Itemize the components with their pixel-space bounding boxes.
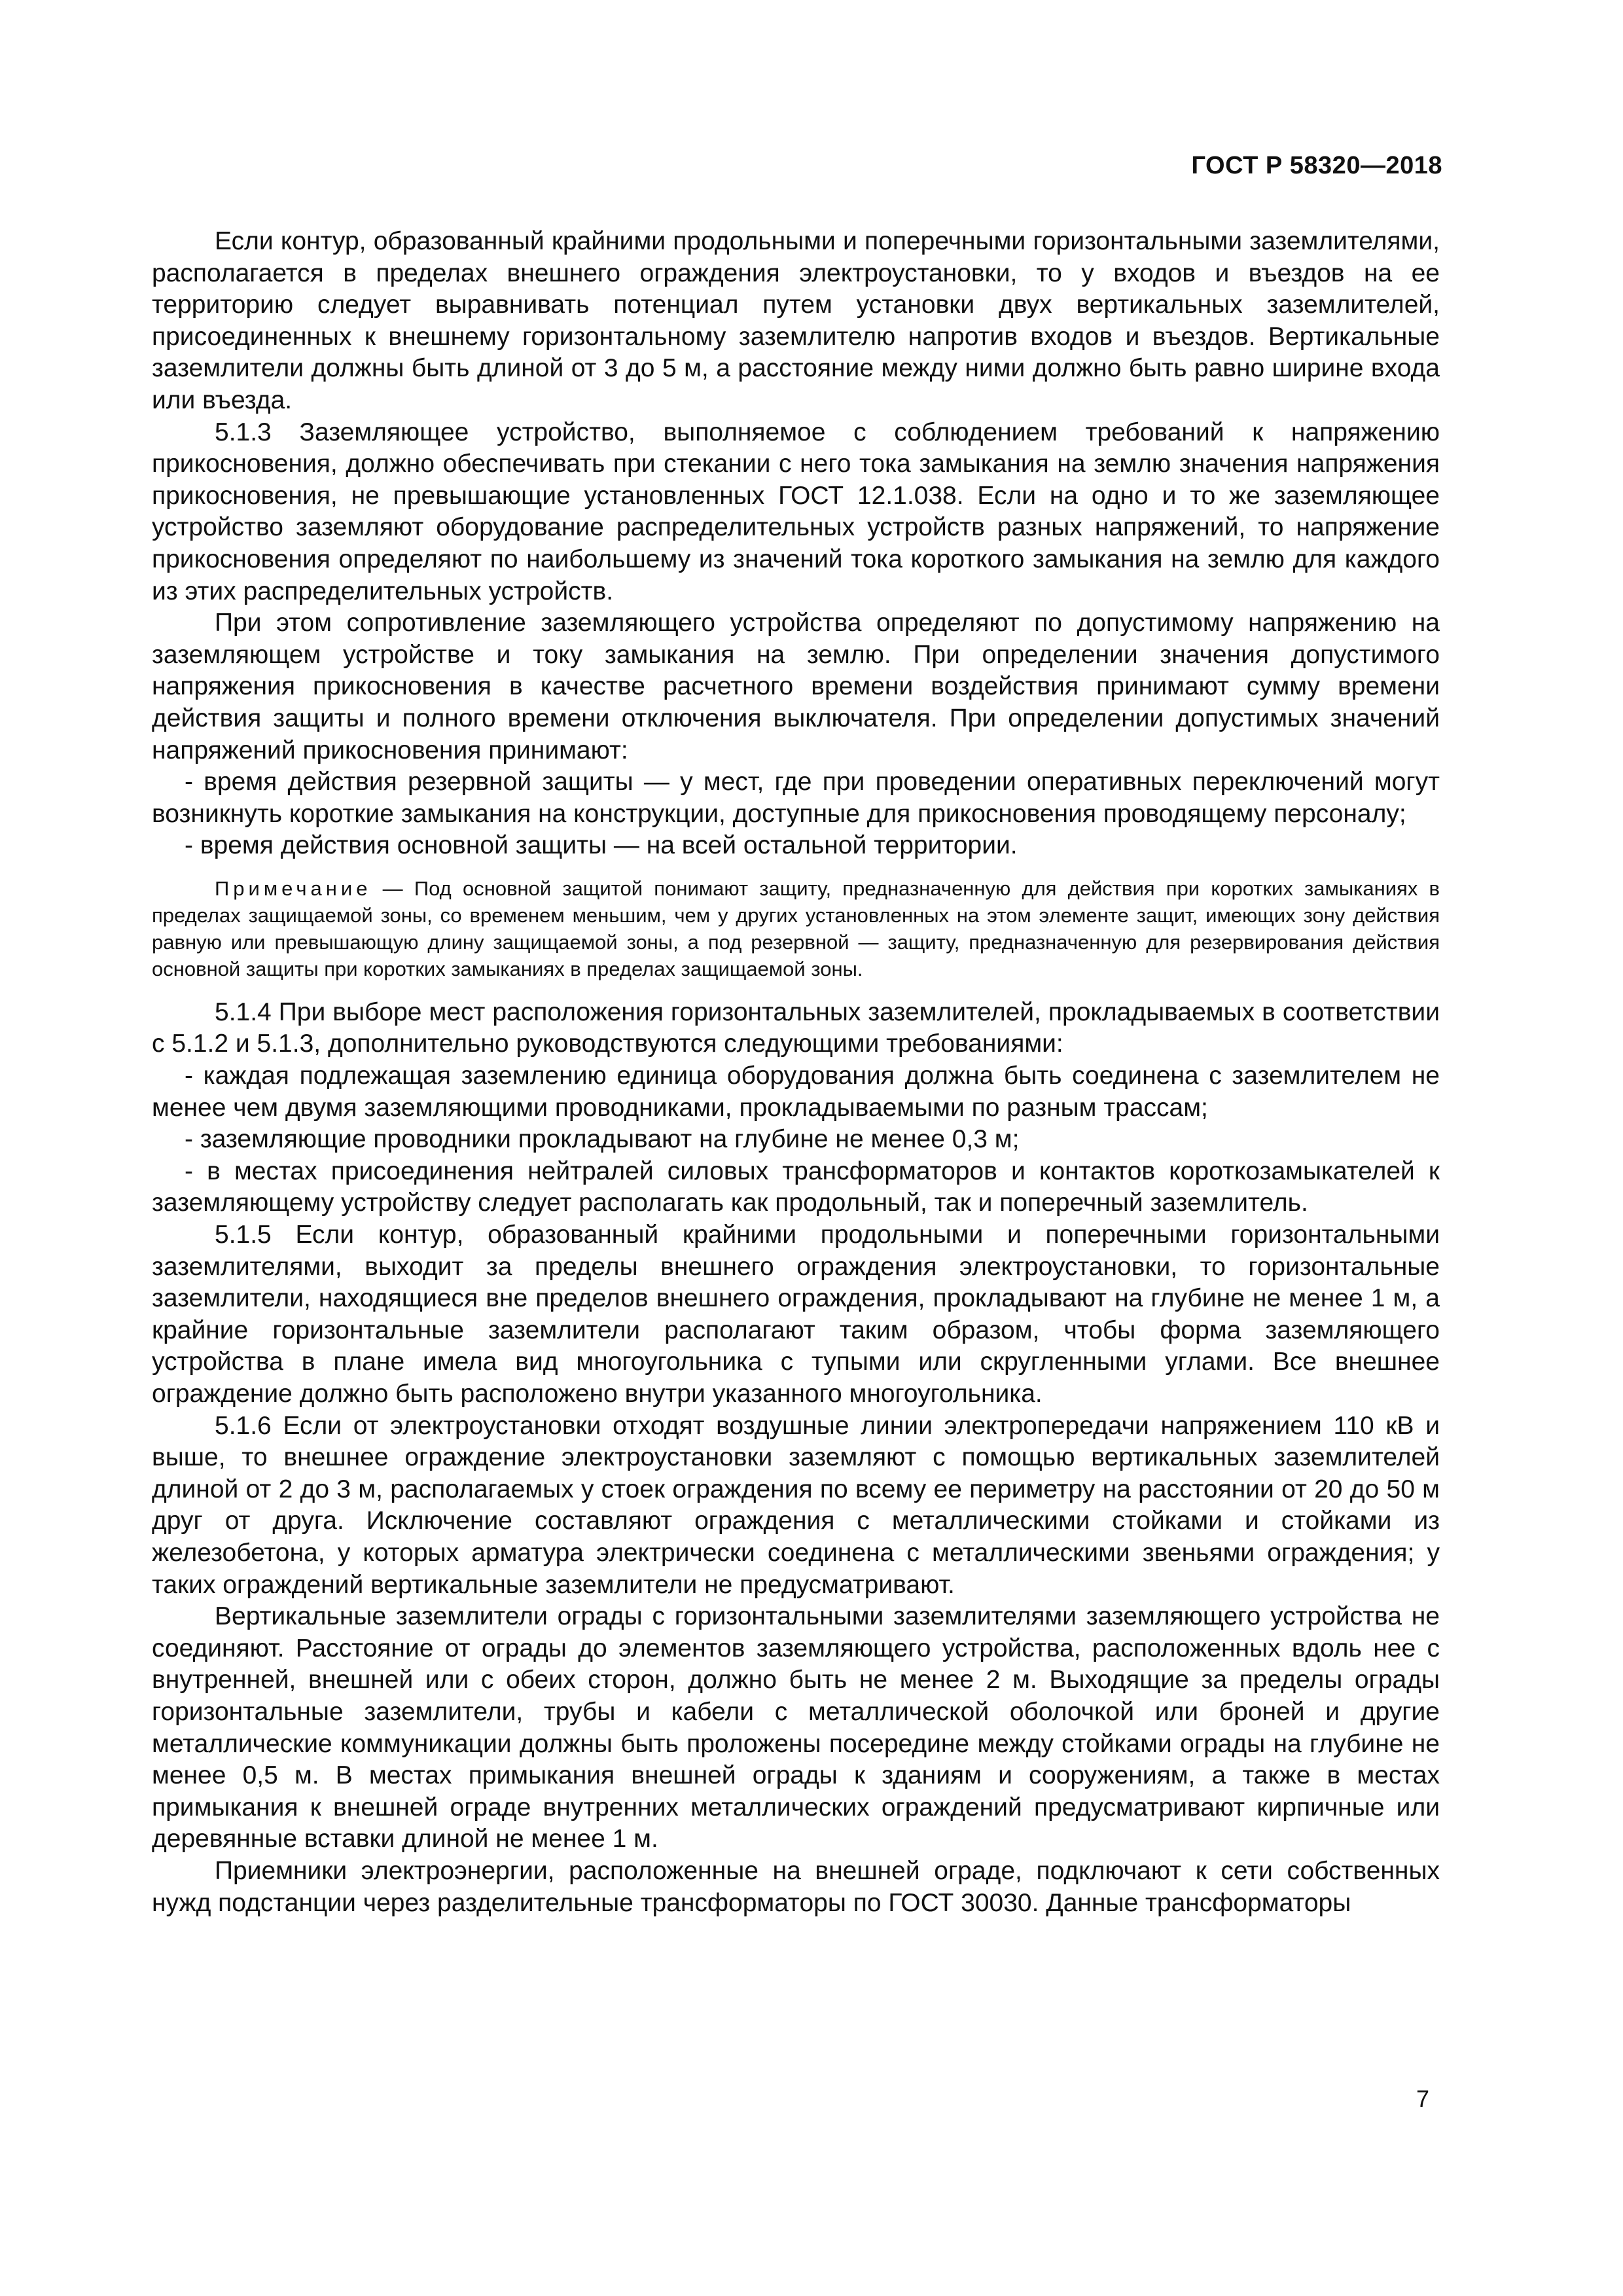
- paragraph-5-1-5: 5.1.5 Если контур, образованный крайними продольными и поперечными горизонтальными заземлителями, выходит за пределы внешнего ограждения электроустановки, то горизонтальные заземлители, находящиеся вне пределов внешнего ограждения, прокладывают на глубине не менее 1 м, а крайние горизонтальные заземлители располагают таким образом, чтобы форма заземляющего устройства в плане имела вид многоугольника с тупыми или скругленными углами. Все внешнее ограждение должно быть расположено внутри указанного многоугольника.: [152, 1221, 1440, 1408]
- paragraph-5-1-3: 5.1.3 Заземляющее устройство, выполняемое с соблюдением требований к напряжению прикосновения, должно обеспечивать при стекании с него тока замыкания на землю значения напряжения прикосновения, не превышающие установленных ГОСТ 12.1.038. Если на одно и то же заземляющее устройство заземляют оборудование распределительных устройств разных напряжений, то напряжение прикосновения определяют по наибольшему из значений тока короткого замыкания на землю для каждого из этих распределительных устройств.: [152, 418, 1440, 605]
- paragraph-resistance: При этом сопротивление заземляющего устройства определяют по допустимому напряжению на заземляющем устройстве и току замыкания на землю. При определении значения допустимого напряжения прикосновения в качестве расчетного времени воздействия принимают сумму времени действия защиты и полного времени отключения выключателя. При определении допустимых значений напряжений прикосновения принимают:: [152, 609, 1440, 764]
- list-item-two-conductors: - каждая подлежащая заземлению единица оборудования должна быть соединена с заземлителем не менее чем двумя заземляющими проводниками, прокладываемыми по разным трассам;: [152, 1062, 1440, 1122]
- list-item-reserve-protection: - время действия резервной защиты — у мест, где при проведении оперативных переключений могут возникнуть короткие замыкания на конструкции, доступные для прикосновения проводящему персоналу;: [152, 768, 1440, 828]
- note-label: Примечание: [215, 876, 372, 900]
- list-item-neutrals: - в местах присоединения нейтралей силовых трансформаторов и контактов короткозамыкателей к заземляющему устройству следует располагать как продольный, так и поперечный заземлитель.: [152, 1157, 1440, 1217]
- paragraph-contour-inside: Если контур, образованный крайними продольными и поперечными горизонтальными заземлителями, располагается в пределах внешнего ограждения электроустановки, то у входов и въездов на ее территорию следует выравнивать потенциал путем установки двух вертикальных заземлителей, присоединенных к внешнему горизонтальному заземлителю напротив входов и въездов. Вертикальные заземлители должны быть длиной от 3 до 5 м, а расстояние между ними должно быть равно ширине входа или въезда.: [152, 227, 1440, 414]
- paragraph-fence-verticals: Вертикальные заземлители ограды с горизонтальными заземлителями заземляющего устройства не соединяют. Расстояние от ограды до элементов заземляющего устройства, расположенных вдоль нее с внутренней, внешней или с обеих сторон, должно быть не менее 2 м. Выходящие за пределы ограды горизонтальные заземлители, трубы и кабели с металлической оболочкой или броней и другие металлические коммуникации должны быть проложены посередине между стойками ограды на глубине не менее 0,5 м. В местах примыкания внешней ограды к зданиям и сооружениям, а также в местах примыкания к внешней ограде внутренних металлических ограждений предусматривают кирпичные или деревянные вставки длиной не менее 1 м.: [152, 1602, 1440, 1854]
- paragraph-5-1-4: 5.1.4 При выборе мест расположения горизонтальных заземлителей, прокладываемых в соответствии с 5.1.2 и 5.1.3, дополнительно руководствуются следующими требованиями:: [152, 997, 1440, 1058]
- document-body: [152, 226, 1440, 1919]
- list-item-main-protection: - время действия основной защиты — на всей остальной территории.: [185, 831, 1018, 860]
- list-item-depth: - заземляющие проводники прокладывают на глубине не менее 0,3 м;: [185, 1125, 1020, 1154]
- note: [152, 875, 1440, 982]
- standard-designation: ГОСТ Р 58320—2018: [1191, 152, 1442, 179]
- paragraph-receivers: Приемники электроэнергии, расположенные на внешней ограде, подключают к сети собственных нужд подстанции через разделительные трансформаторы по ГОСТ 30030. Данные трансформаторы: [152, 1856, 1440, 1917]
- page-number: 7: [1416, 2085, 1429, 2112]
- paragraph-5-1-6: 5.1.6 Если от электроустановки отходят воздушные линии электропередачи напряжением 110 кВ и выше, то внешнее ограждение электроустановки заземляют с помощью вертикальных заземлителей длиной от 2 до 3 м, располагаемых у стоек ограждения по всему ее периметру на расстоянии от 20 до 50 м друг от друга. Исключение составляют ограждения с металлическими стойками и стойками из железобетона, у которых арматура электрически соединена с металлическими звеньями ограждения; у таких ограждений вертикальные заземлители не предусматривают.: [152, 1411, 1440, 1599]
- note-text: — Под основной защитой понимают защиту, предназначенную для действия при коротких замыканиях в пределах защищаемой зоны, со временем меньшим, чем у других установленных на этом элементе защит, имеющих зону действия равную или превышающую длину защищаемой зоны, а под резервной — защиту, предназначенную для резервирования действия основной защиты при коротких замыканиях в пределах защищаемой зоны.: [152, 876, 1440, 980]
